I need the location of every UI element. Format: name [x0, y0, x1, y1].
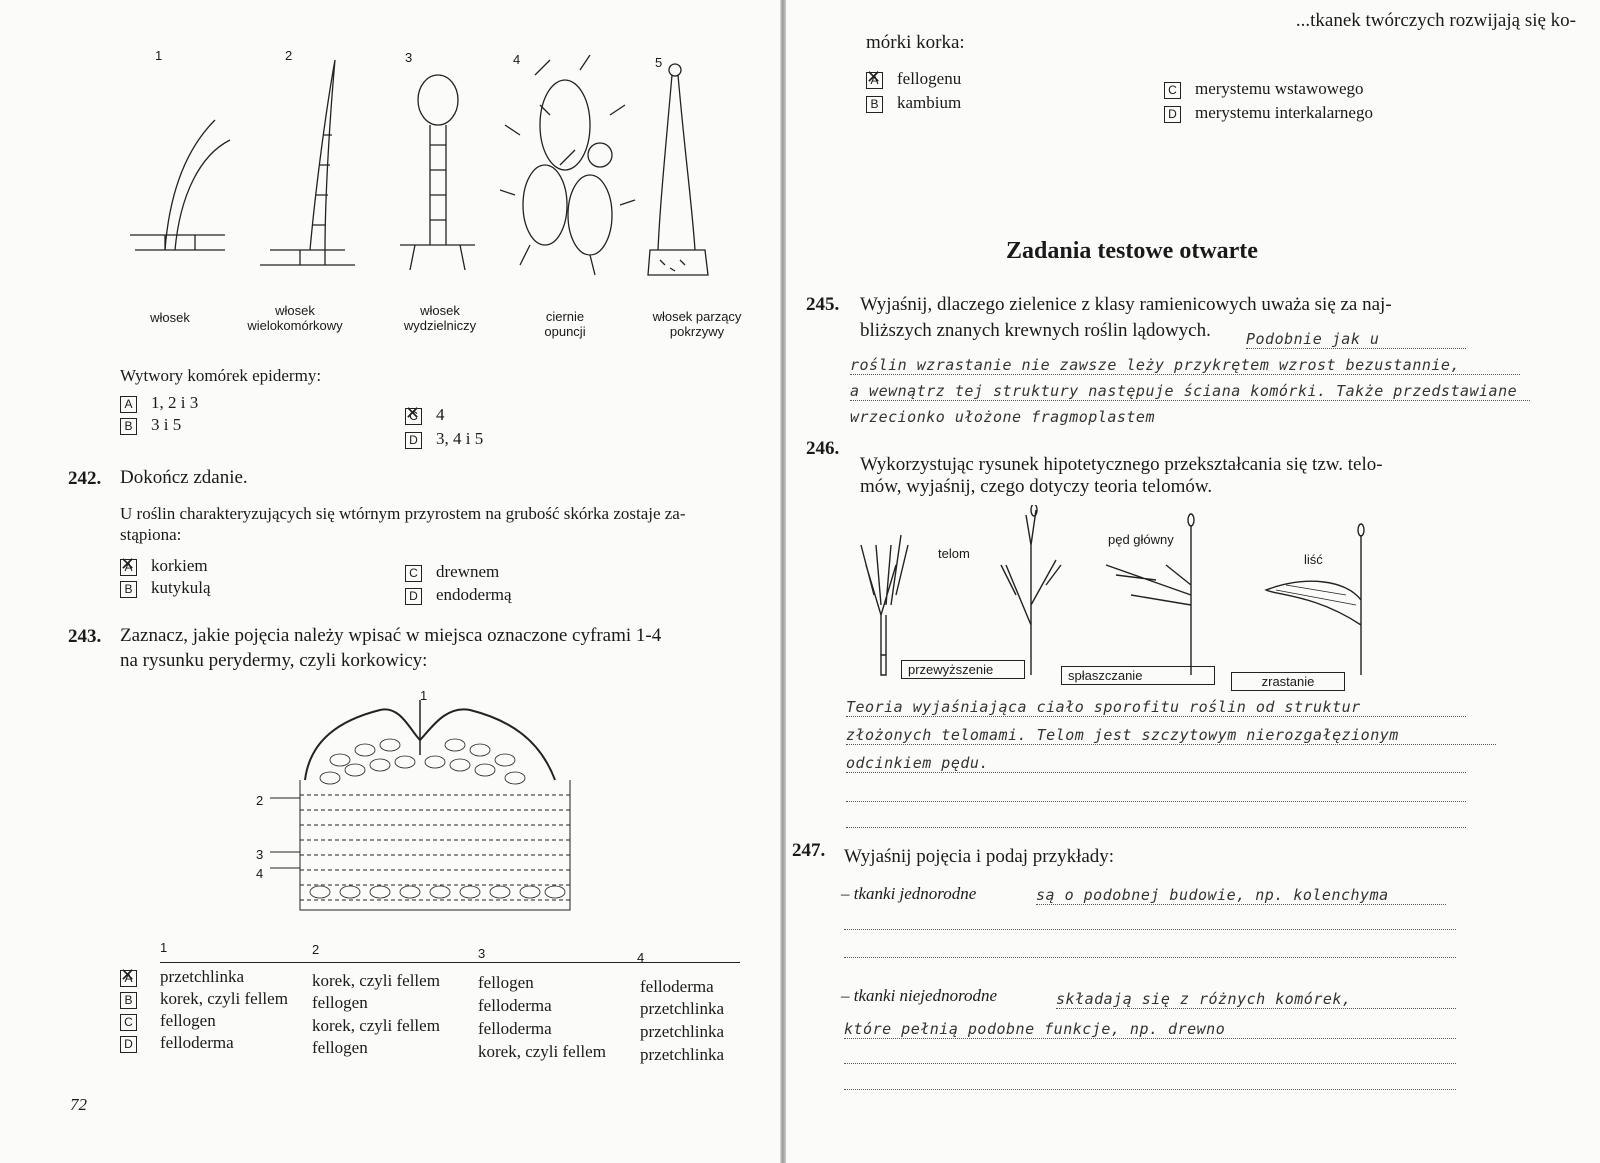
q247-item1-answer[interactable]: są o podobnej budowie, np. kolenchyma: [1036, 886, 1446, 905]
q242-option-c[interactable]: C drewnem: [405, 561, 499, 583]
q245-line2: bliższych znanych krewnych roślin lądowych.: [860, 320, 1211, 341]
checkbox-a-marked[interactable]: A ✕: [120, 559, 137, 576]
q247-item1-line-3[interactable]: [844, 956, 1456, 958]
q241-option-a[interactable]: A 1, 2 i 3: [120, 392, 198, 414]
q247-item2-line-3[interactable]: [844, 1062, 1456, 1064]
cell-c-2: korek, czyli fellem: [312, 1016, 440, 1035]
periderm-drawing: [270, 700, 590, 940]
q242-text: U roślin charakteryzujących się wtórnym przyrostem na grubość skórka zostaje za-: [120, 504, 686, 523]
label-telom: telom: [938, 546, 970, 561]
caption-3: włosek wydzielniczy: [403, 303, 477, 333]
cell-a-4: felloderma: [640, 977, 714, 996]
q245-answer-4[interactable]: wrzecionko ułożone fragmoplastem: [850, 408, 1155, 426]
arrow-planation: spłaszczanie: [1061, 666, 1215, 685]
q247-line1: Wyjaśnij pojęcia i podaj przykłady:: [844, 846, 1115, 867]
checkbox-b[interactable]: B: [120, 418, 137, 435]
section-heading: Zadania testowe otwarte: [1006, 238, 1258, 264]
q246-blank-line-2[interactable]: [846, 826, 1466, 828]
top-line: mórki korka:: [866, 32, 965, 53]
q242-title: Dokończ zdanie.: [120, 467, 248, 488]
q245-answer-3[interactable]: a wewnątrz tej struktury następuje ściana komórki. Także przedstawiane: [850, 382, 1530, 401]
checkbox-d[interactable]: D: [405, 432, 422, 449]
checkbox-a-marked[interactable]: A ✕: [866, 72, 883, 89]
checkbox-a[interactable]: A: [120, 396, 137, 413]
q244-option-a[interactable]: A ✕ fellogenu: [866, 68, 961, 90]
caption-1: włosek: [150, 310, 190, 325]
cell-d-1: felloderma: [160, 1033, 234, 1052]
checkbox-b[interactable]: B: [866, 96, 883, 113]
q243-line1: Zaznacz, jakie pojęcia należy wpisać w miejsca oznaczone cyframi 1-4: [120, 625, 662, 646]
q246-line1: Wykorzystując rysunek hipotetycznego przekształcania się tzw. telo-: [860, 454, 1383, 475]
q247-item2-answer[interactable]: składają się z różnych komórek,: [1056, 990, 1456, 1009]
q242-option-d[interactable]: D endodermą: [405, 584, 512, 606]
checkbox-c[interactable]: C: [1164, 82, 1181, 99]
cell-b-2: fellogen: [312, 993, 368, 1012]
left-page: [0, 0, 782, 1163]
q241-option-b[interactable]: B 3 i 5: [120, 414, 181, 436]
q242-option-b[interactable]: B kutykulą: [120, 577, 211, 599]
caption-4: ciernie opuncji: [544, 309, 586, 339]
checkbox-c-marked[interactable]: C ✕: [405, 408, 422, 425]
table-header-3: 3: [478, 946, 486, 961]
periderm-label-3: 3: [256, 847, 264, 862]
cell-d-4: przetchlinka: [640, 1045, 725, 1064]
figure-number-1: 1: [155, 48, 163, 63]
q246-line2: mów, wyjaśnij, czego dotyczy teoria telomów.: [860, 476, 1213, 497]
q247-item1-label: – tkanki jednorodne: [841, 884, 977, 903]
table-row-c[interactable]: [120, 1010, 151, 1032]
label-ped-glowny: pęd główny: [1108, 532, 1174, 547]
cell-b-3: felloderma: [478, 996, 552, 1015]
cell-b-1: korek, czyli fellem: [160, 989, 288, 1008]
q245-number: 245.: [806, 294, 840, 315]
cell-a-2: korek, czyli fellem: [312, 971, 440, 990]
checkbox-d[interactable]: D: [405, 588, 422, 605]
arrow-overtopping: przewyższenie: [901, 660, 1025, 679]
table-header-2: 2: [312, 942, 320, 957]
q244-option-c[interactable]: C merystemu wstawowego: [1164, 78, 1364, 100]
table-rule: [160, 962, 740, 963]
q242-option-a[interactable]: A ✕ korkiem: [120, 555, 208, 577]
q247-item2-answer-2[interactable]: które pełnią podobne funkcje, np. drewno: [844, 1020, 1456, 1039]
cell-c-3: felloderma: [478, 1019, 552, 1038]
q247-item2-label: – tkanki niejednorodne: [841, 986, 998, 1005]
q245-answer-1[interactable]: Podobnie jak u: [1246, 330, 1466, 349]
figure-number-5: 5: [655, 55, 663, 70]
table-row-a[interactable]: [120, 966, 151, 988]
table-header-1: 1: [160, 940, 168, 955]
periderm-label-4: 4: [256, 866, 264, 881]
arrow-fusion: zrastanie: [1231, 672, 1345, 691]
q247-item1-line-2[interactable]: [844, 928, 1456, 930]
cell-d-3: korek, czyli fellem: [478, 1042, 606, 1061]
cell-a-3: fellogen: [478, 973, 534, 992]
periderm-label-1: 1: [420, 688, 428, 703]
checkbox-b[interactable]: B: [120, 992, 137, 1009]
right-page: [786, 0, 1600, 1163]
table-header-4: 4: [637, 950, 645, 965]
q246-number: 246.: [806, 438, 840, 459]
q245-answer-2[interactable]: roślin wzrastanie nie zawsze leży przykrętem wzrost bezustannie,: [850, 356, 1520, 375]
q241-option-c[interactable]: C ✕ 4: [405, 404, 445, 426]
q246-blank-line-1[interactable]: [846, 800, 1466, 802]
checkbox-d[interactable]: D: [1164, 106, 1181, 123]
figure-number-2: 2: [285, 48, 293, 63]
table-row-b[interactable]: [120, 988, 151, 1010]
epidermis-outgrowths-drawing: [120, 55, 740, 295]
cell-d-2: fellogen: [312, 1038, 368, 1057]
q246-answer-1[interactable]: Teoria wyjaśniająca ciało sporofitu roślin od struktur: [846, 698, 1466, 717]
cell-a-1: przetchlinka: [160, 967, 245, 986]
q241-prompt: Wytwory komórek epidermy:: [120, 366, 322, 385]
periderm-label-2: 2: [256, 793, 264, 808]
q247-item2-line-4[interactable]: [844, 1088, 1456, 1090]
checkbox-a-marked[interactable]: A ✕: [120, 970, 137, 987]
checkbox-d[interactable]: D: [120, 1036, 137, 1053]
label-lisc: liść: [1304, 552, 1323, 567]
cell-b-4: przetchlinka: [640, 999, 725, 1018]
q242-number: 242.: [68, 468, 102, 489]
cell-c-4: przetchlinka: [640, 1022, 725, 1041]
q244-option-d[interactable]: D merystemu interkalarnego: [1164, 102, 1373, 124]
top-partial-line: ...tkanek twórczych rozwijają się ko-: [1295, 10, 1576, 30]
q245-line1: Wyjaśnij, dlaczego zielenice z klasy ramienicowych uważa się za naj-: [860, 294, 1392, 315]
page-number: 72: [70, 1095, 87, 1114]
checkbox-c[interactable]: C: [405, 565, 422, 582]
caption-5: włosek parzący pokrzywy: [652, 309, 742, 339]
figure-number-3: 3: [405, 50, 413, 65]
cell-c-1: fellogen: [160, 1011, 216, 1030]
q247-number: 247.: [792, 840, 826, 861]
q242-text2: stąpiona:: [120, 525, 182, 544]
figure-number-4: 4: [513, 52, 521, 67]
q246-answer-2[interactable]: złożonych telomami. Telom jest szczytowym nierozgałęzionym: [846, 726, 1496, 745]
q246-answer-3[interactable]: odcinkiem pędu.: [846, 754, 1466, 773]
q241-option-d[interactable]: D 3, 4 i 5: [405, 428, 483, 450]
checkbox-b[interactable]: B: [120, 581, 137, 598]
caption-2: włosek wielokomórkowy: [247, 303, 343, 333]
table-row-d[interactable]: [120, 1032, 151, 1054]
q244-option-b[interactable]: B kambium: [866, 92, 961, 114]
q243-number: 243.: [68, 626, 102, 647]
q243-line2: na rysunku perydermy, czyli korkowicy:: [120, 650, 428, 671]
checkbox-c[interactable]: C: [120, 1014, 137, 1031]
